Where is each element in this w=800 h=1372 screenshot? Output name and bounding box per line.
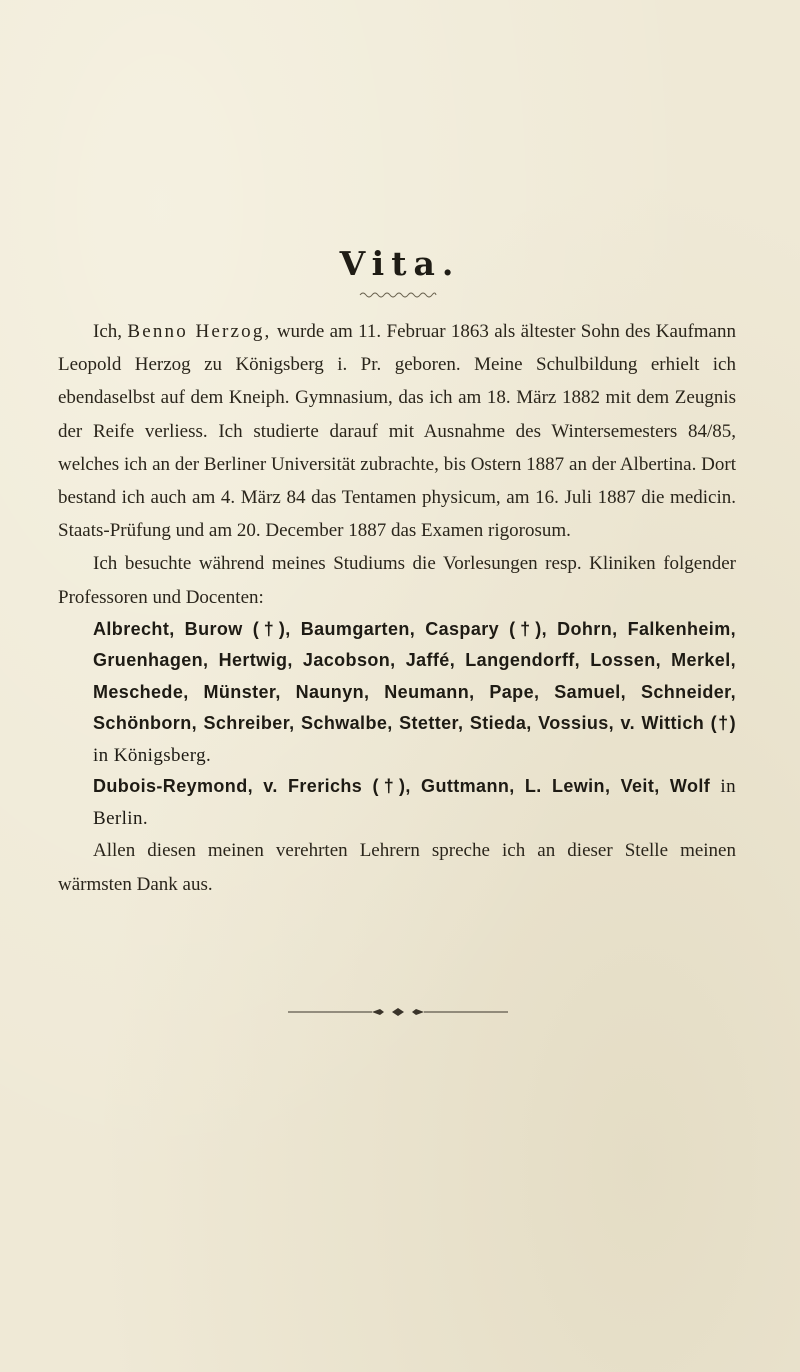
vita-body bbox=[58, 315, 736, 901]
end-rule-ornament bbox=[288, 1007, 508, 1017]
wavy-rule-ornament bbox=[358, 290, 438, 300]
paragraph-closing: Allen diesen meinen verehrten Lehrern spreche ich an dieser Stelle meinen wärmsten Dank aus. bbox=[58, 840, 736, 895]
names-berlin-place: in Berlin. bbox=[93, 776, 736, 829]
names-koenigsberg-list: Albrecht, Burow (†), Baumgarten, Caspary (†), Dohrn, Falkenheim, Gruenhagen, Hertwig, Jacobson, Jaffé, Langendorff, Lossen, Merkel, Meschede, Münster, Naunyn, Neumann, Pape, Samuel, Schneider, Schönborn, Schreiber, Schwalbe, Stetter, Stieda, Vossius, v. Wittich (†) bbox=[93, 618, 736, 734]
names-berlin-list: Dubois-Reymond, v. Frerichs (†), Guttmann, L. Lewin, Veit, Wolf bbox=[93, 776, 711, 797]
biography-text: wurde am 11. Februar 1863 als ältester Sohn des Kaufmann Leopold Herzog zu Königsberg i. Pr. geboren. Meine Schulbildung erhielt ich ebendaselbst auf dem Kneiph. Gymnasium, das ich am 18. März 1882 mit dem Zeugnis der Reife verliess. Ich studierte darauf mit Ausnahme des Wintersemesters 84/85, welches ich an der Berliner Universität zubrachte, bis Ostern 1887 an der Albertina. Dort bestand ich auch am 4. März 84 das Tentamen physicum, am 16. Juli 1887 die medicin. Staats-Prüfung und am 20. December 1887 das Examen rigorosum. bbox=[58, 321, 736, 542]
names-koenigsberg-place: in Königsberg. bbox=[93, 744, 212, 766]
names-berlin bbox=[58, 771, 736, 834]
paragraph-lectures: Ich besuchte während meines Studiums die Vorlesungen resp. Kliniken folgender Professoren und Docenten: bbox=[58, 553, 736, 608]
author-name: Benno Herzog, bbox=[127, 321, 272, 342]
page-title: Vita. bbox=[339, 244, 461, 283]
names-koenigsberg bbox=[58, 614, 736, 772]
intro-word: Ich, bbox=[93, 321, 123, 342]
paragraph-biography bbox=[58, 315, 736, 547]
